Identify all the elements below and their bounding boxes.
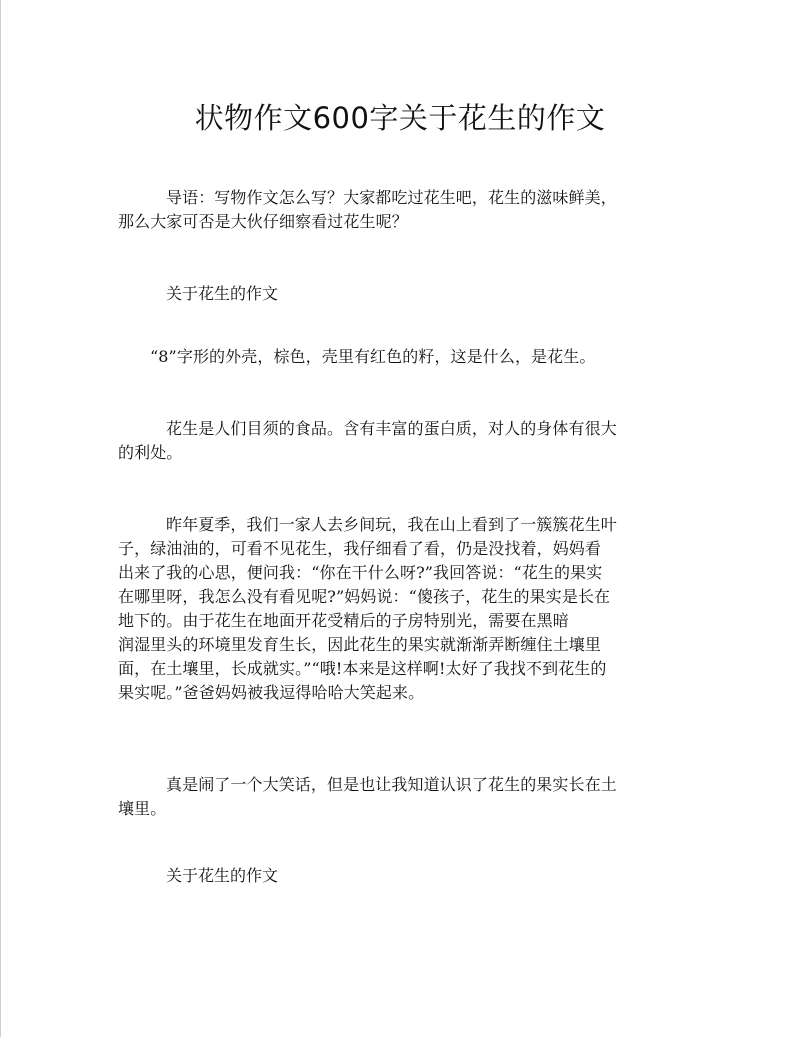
section-heading-1: 关于花生的作文: [166, 284, 279, 303]
paragraph-1-line-1: “8”字形的外壳，棕色，壳里有红色的籽，这是什么，是花生。: [150, 347, 596, 366]
paragraph-4-line-1: 真是闹了一个大笑话，但是也让我知道认识了花生的果实长在土: [166, 775, 617, 794]
paragraph-3-line-8: 果实呢。”爸爸妈妈被我逗得哈哈大笑起来。: [118, 683, 425, 702]
paragraph-3-line-3: 出来了我的心思，便问我：“你在干什么呀?”我回答说：“花生的果实: [118, 563, 603, 582]
paragraph-2-line-1: 花生是人们目须的食品。含有丰富的蛋白质，对人的身体有很大: [166, 419, 617, 438]
paragraph-3-line-6: 润湿里头的环境里发育生长，因此花生的果实就渐渐弄断缠住土壤里: [118, 635, 602, 654]
paragraph-3: [118, 513, 666, 705]
paragraph-2: [118, 417, 666, 465]
paragraph-3-line-4: 在哪里呀，我怎么没有看见呢?”妈妈说：“傻孩子，花生的果实是长在: [118, 587, 611, 606]
paragraph-4-line-2: 壤里。: [118, 799, 167, 818]
intro-line-1: 导语：写物作文怎么写？大家都吃过花生吧，花生的滋味鲜美，: [166, 188, 617, 207]
document-title: 状物作文600字关于花生的作文: [194, 101, 606, 135]
paragraph-3-line-5: 地下的。由于花生在地面开花受精后的子房特别光，需要在黑暗: [118, 611, 569, 630]
paragraph-3-line-7: 面，在土壤里，长成就实。”“哦!本来是这样啊!太好了我找不到花生的: [118, 659, 607, 678]
paragraph-1: [118, 345, 666, 369]
paragraph-3-line-2: 子，绿油油的，可看不见花生，我仔细看了看，仍是没找着，妈妈看: [118, 539, 602, 558]
paragraph-3-line-1: 昨年夏季，我们一家人去乡间玩，我在山上看到了一簇簇花生叶: [166, 515, 617, 534]
section-heading-2: 关于花生的作文: [166, 866, 279, 885]
intro-paragraph: [118, 186, 666, 234]
paragraph-4: [118, 773, 666, 821]
paragraph-2-line-2: 的利处。: [118, 443, 183, 462]
intro-line-2: 那么大家可否是大伙仔细察看过花生呢？: [118, 212, 408, 231]
page-left-edge: [0, 0, 1, 1037]
